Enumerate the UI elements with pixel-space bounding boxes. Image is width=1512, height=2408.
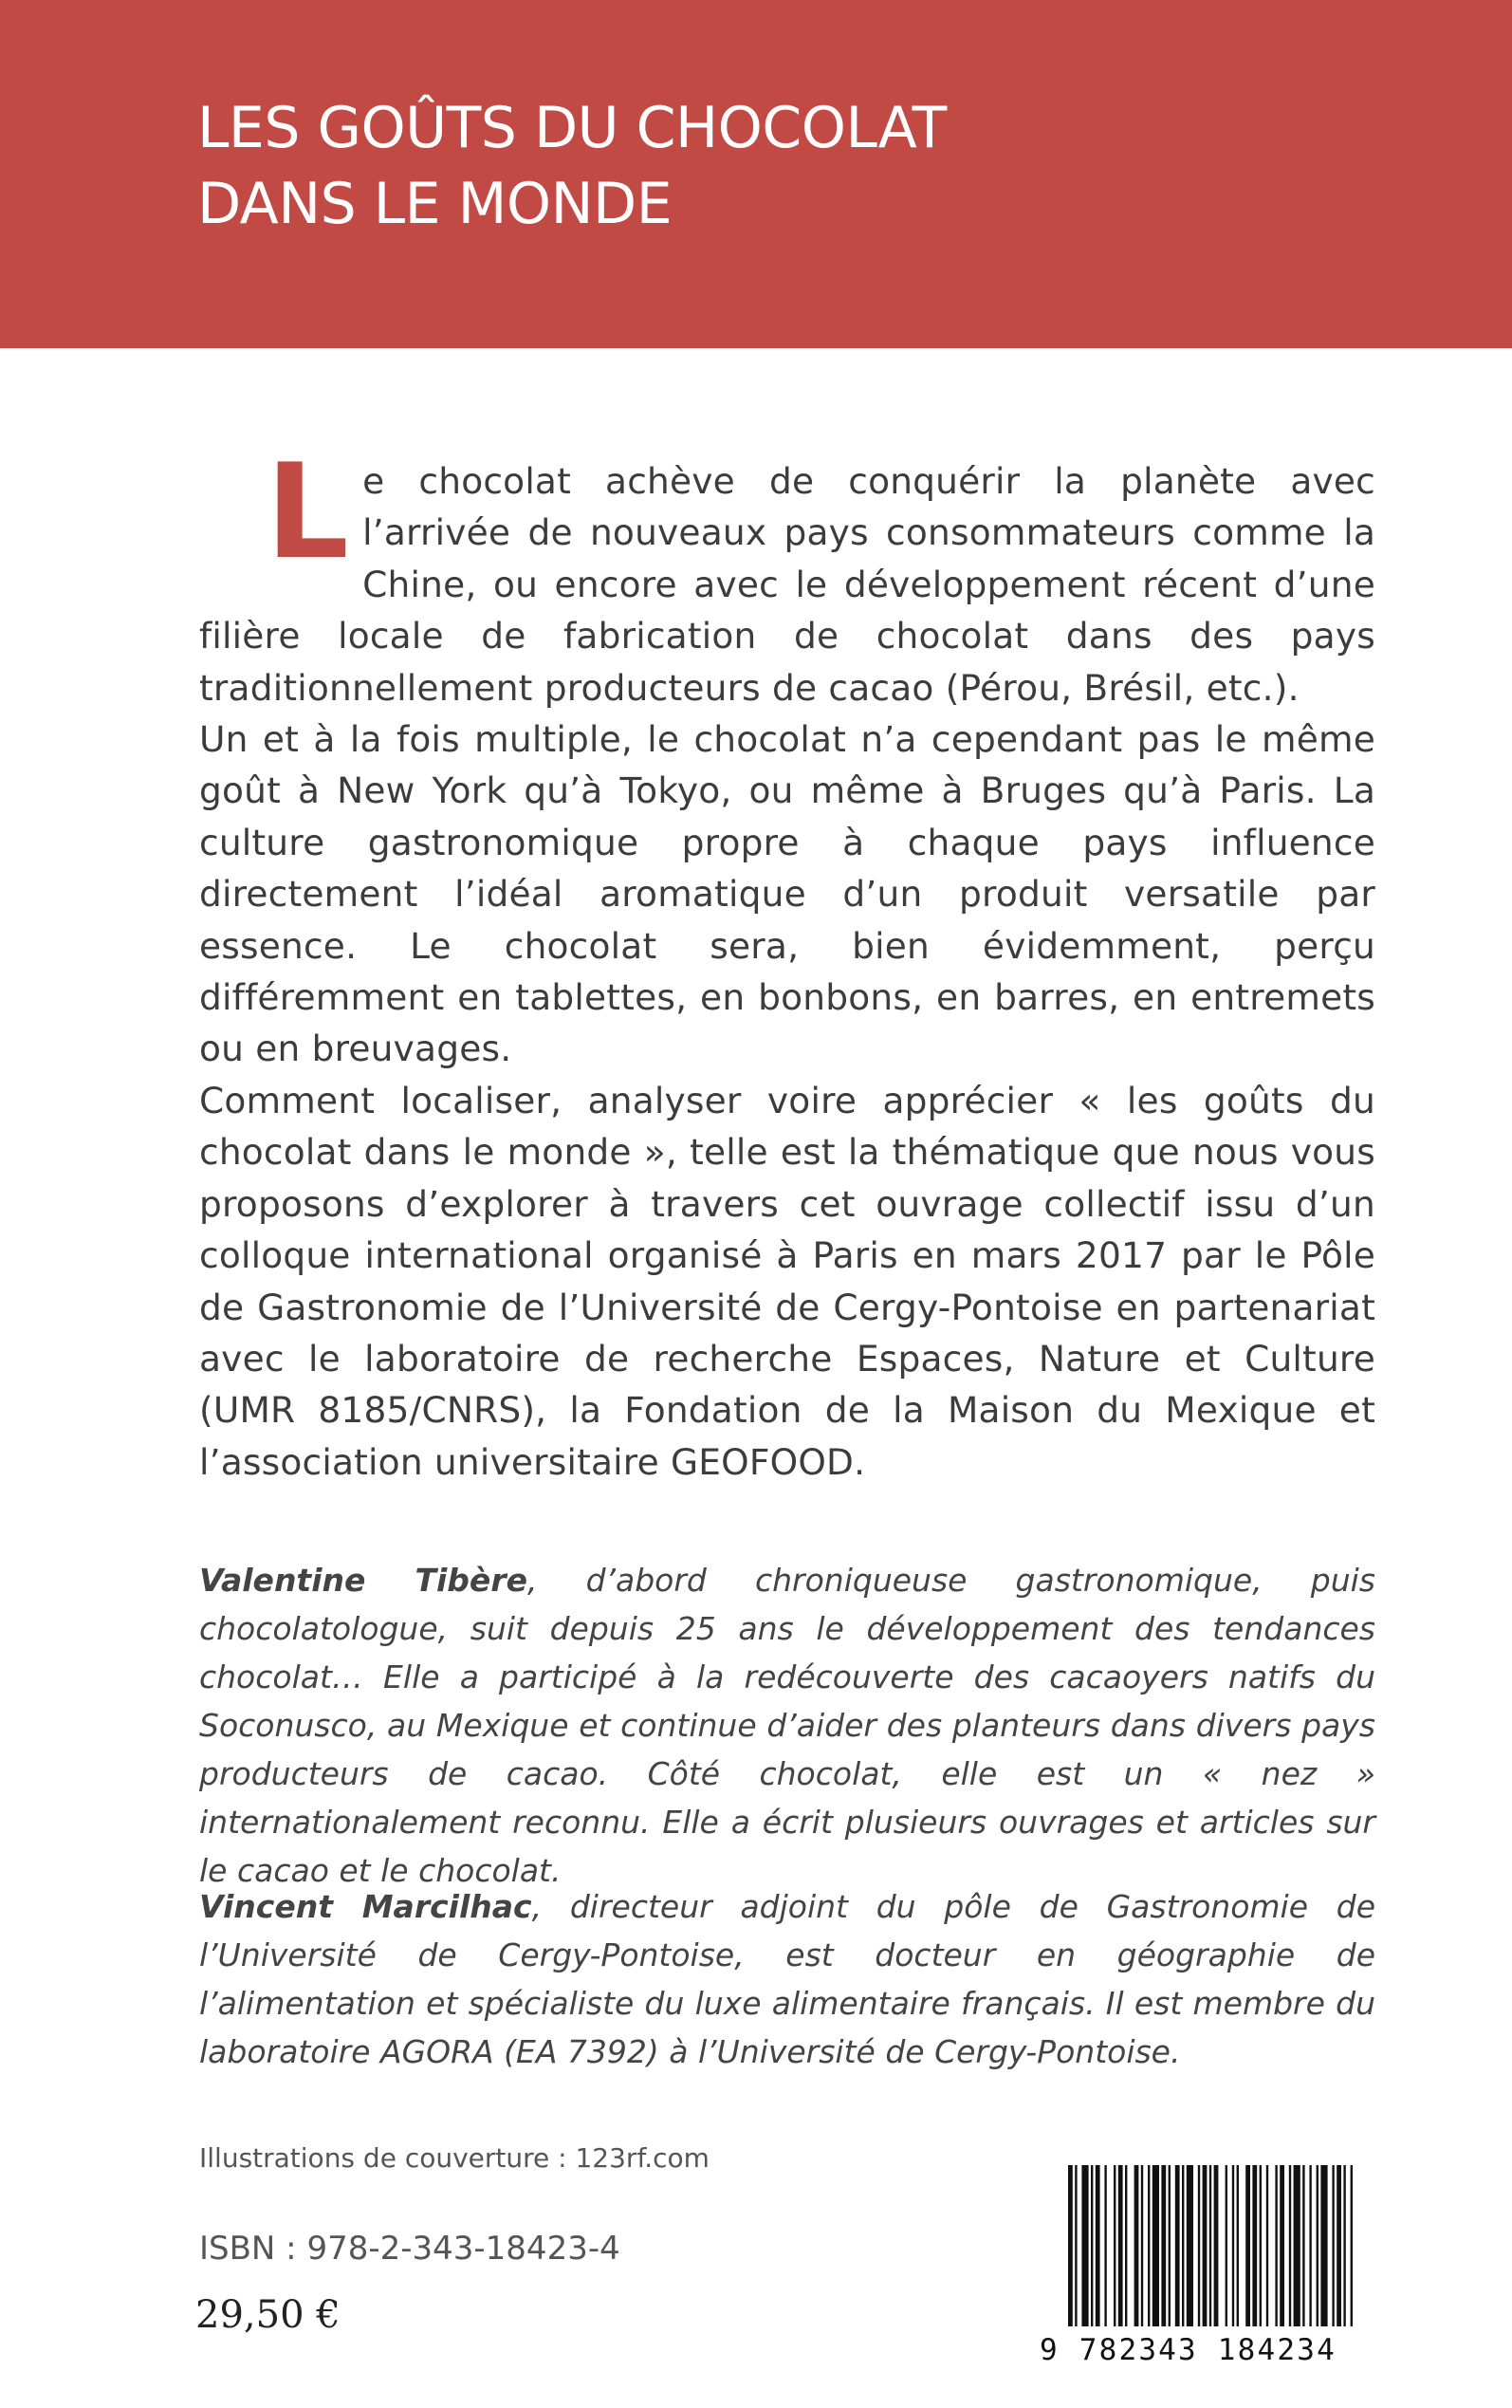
barcode-bar [1118,2165,1123,2326]
barcode-bar [1309,2165,1311,2326]
summary-paragraph-1: e chocolat achève de conquérir la planète avec l’arrivée de nouveaux pays consommateurs comme la Chine, ou encore avec le développement récent d’une filière locale de fabrication de chocolat dans des pays traditionnellement producteurs de cacao (Pérou, Brésil, etc.). [199,460,1375,709]
barcode-digits: 9 782343 184234 [1040,2333,1337,2367]
barcode-bar [1266,2165,1268,2326]
barcode-bar [1317,2165,1318,2326]
barcode-bar [1343,2165,1345,2326]
barcode-bar [1161,2165,1166,2326]
barcode-bar [1091,2165,1093,2326]
barcode-bar [1187,2165,1193,2326]
barcode-bar [1203,2165,1208,2326]
barcode-bar [1125,2165,1127,2326]
summary-paragraph-2: Un et à la fois multiple, le chocolat n’a cependant pas le même goût à New York qu’à Tokyo, ou même à Bruges qu’à Paris. La culture gastronomique propre à chaque pays influence directement l’idéal aromatique d’un produit versatile par essence. Le chocolat sera, bien évidemment, perçu différemment en tablettes, en bonbons, en barres, en entremets ou en breuvages. [199,718,1375,1070]
author-name: Valentine Tibère [199,1562,527,1599]
cover-credits: Illustrations de couverture : 123rf.com [199,2142,710,2174]
barcode-bar [1337,2165,1341,2326]
barcode-bar [1280,2165,1284,2326]
barcode-bar [1104,2165,1106,2326]
barcode-bar [1134,2165,1139,2326]
barcode-bar [1148,2165,1150,2326]
author-bio-2 [199,1882,1375,2076]
barcode-bar [1169,2165,1171,2326]
price: 29,50 € [195,2293,341,2337]
title-line-1: LES GOÛTS DU CHOCOLAT [197,95,947,161]
barcode-bar [1096,2165,1100,2326]
title-banner [0,0,1512,348]
barcode-bar [1226,2165,1227,2326]
author-bio-body: , d’abord chroniqueuse gastronomique, puis chocolatologue, suit depuis 25 ans le développement des tendances chocolat… Elle a participé à la redécouverte des cacaoyers natifs du Soconusco, au Mexique et continue d’aider des planteurs dans divers pays producteurs de cacao. Côté chocolat, elle est un « nez » internationalement reconnu. Elle a écrit plusieurs ouvrages et articles sur le cacao et le chocolat. [199,1562,1376,1889]
barcode-bar [1081,2165,1088,2326]
barcode-bar [1237,2165,1239,2326]
barcode-bar [1068,2165,1073,2326]
author-bio-1 [199,1556,1375,1895]
barcode-bar [1320,2165,1327,2326]
barcode-bar [1302,2165,1304,2326]
barcode-bar [1075,2165,1077,2326]
barcode-bar [1245,2165,1250,2326]
barcode-bar [1175,2165,1180,2326]
barcode-bar [1198,2165,1200,2326]
barcode [1040,2165,1366,2367]
author-bio-text [199,1556,1375,1895]
author-bio-text [199,1882,1375,2076]
back-cover-summary [199,435,1375,1488]
summary-paragraph-3: Comment localiser, analyser voire apprécier « les goûts du chocolat dans le monde », telle est la thématique que nous vous proposons d’explorer à travers cet ouvrage collectif issu d’un colloque international organisé à Paris en mars 2017 par le Pôle de Gastronomie de l’Université de Cergy-Pontoise en partenariat avec le laboratoire de recherche Espaces, Nature et Culture (UMR 8185/CNRS), la Fondation de la Maison du Mexique et l’association universitaire GEOFOOD. [199,1079,1375,1483]
barcode-bar [1114,2165,1116,2326]
barcode-bar [1141,2165,1143,2326]
author-name: Vincent Marcilhac [199,1888,532,1925]
barcode-bar [1332,2165,1334,2326]
author-bio-body: , directeur adjoint du pôle de Gastronomie de l’Université de Cergy-Pontoise, est docteur en géographie de l’alimentation et spécialiste du luxe alimentaire français. Il est membre du laboratoire AGORA (EA 7392) à l’Université de Cergy-Pontoise. [199,1888,1376,2070]
barcode-bar [1214,2165,1219,2326]
book-title [197,90,947,242]
barcode-bar [1351,2165,1353,2326]
isbn: ISBN : 978-2-343-18423-4 [199,2230,620,2268]
barcode-bars [1040,2165,1366,2336]
barcode-bar [1289,2165,1291,2326]
barcode-bar [1209,2165,1211,2326]
barcode-bar [1275,2165,1277,2326]
drop-cap: L [266,435,350,588]
barcode-bar [1152,2165,1159,2326]
barcode-bar [1182,2165,1184,2326]
barcode-bar [1260,2165,1262,2326]
barcode-bar [1252,2165,1257,2326]
barcode-bar [1294,2165,1300,2326]
title-line-2: DANS LE MONDE [197,171,673,237]
barcode-bar [1232,2165,1234,2326]
